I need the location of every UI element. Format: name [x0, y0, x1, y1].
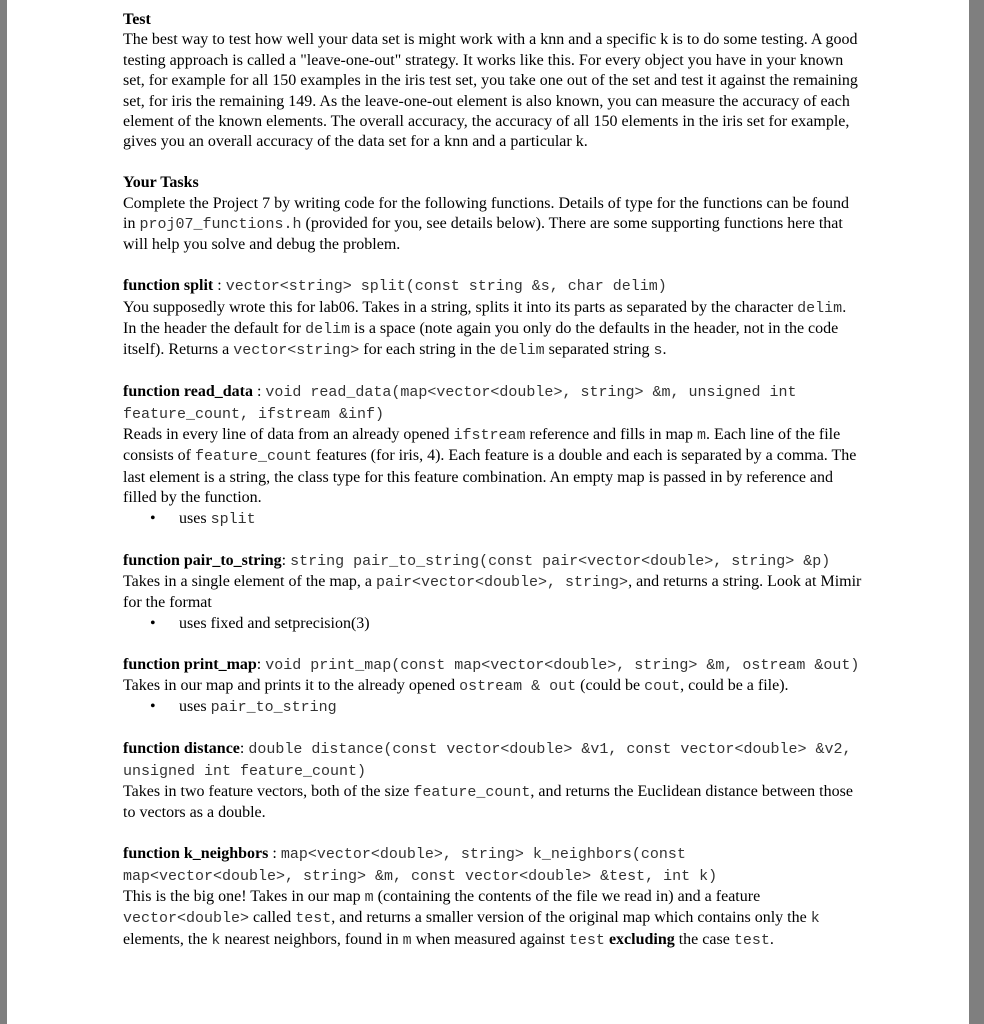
- pair-to-string-bullet: • uses fixed and setprecision(3): [123, 614, 863, 634]
- k-neighbors-signature: function k_neighbors : map<vector<double>, string> k_neighbors(const map<vector<double>, string> &m, const vector<double> &test, int k): [123, 845, 718, 885]
- distance-signature: function distance: double distance(const vector<double> &v1, const vector<double> &v2, unsigned int feature_count): [123, 740, 852, 780]
- print-map-description: Takes in our map and prints it to the already opened ostream & out (could be cout, could be a file).: [123, 676, 789, 695]
- tasks-heading: Your Tasks: [123, 174, 199, 192]
- split-label: function split: [123, 277, 214, 295]
- document-content: [123, 10, 863, 951]
- pair-to-string-description: Takes in a single element of the map, a pair<vector<double>, string>, and returns a string. Look at Mimir for the format: [123, 572, 862, 612]
- split-signature: function split : vector<string> split(const string &s, char delim): [123, 277, 667, 296]
- pair-to-string-label: function pair_to_string: [123, 551, 282, 569]
- k-neighbors-label: function k_neighbors: [123, 845, 269, 863]
- read-data-bullets: [123, 509, 863, 530]
- distance-label: function distance: [123, 740, 240, 758]
- read-data-description: Reads in every line of data from an already opened ifstream reference and fills in map m. Each line of the file consists of feature_count features (for iris, 4). Each feature is a double and each is separated by a comma. The last element is a string, the class type for this feature combination. An empty map is passed in by reference and filled by the function.: [123, 426, 857, 507]
- distance-description: Takes in two feature vectors, both of the size feature_count, and returns the Euclidean distance between those to vectors as a double.: [123, 782, 853, 822]
- read-data-label: function read_data: [123, 383, 253, 401]
- print-map-bullets: [123, 697, 863, 718]
- k-neighbors-description: This is the big one! Takes in our map m (containing the contents of the file we read in) and a feature vector<double> called test, and returns a smaller version of the original map which contains only the k elements, the k nearest neighbors, found in m when measured against test excluding the case test.: [123, 887, 820, 949]
- tasks-paragraph: Complete the Project 7 by writing code for the following functions. Details of type for the functions can be found in proj07_functions.h (provided for you, see details below). There are some supporting functions here that will help you solve and debug the problem.: [123, 194, 850, 254]
- split-description: You supposedly wrote this for lab06. Takes in a string, splits it into its parts as separated by the character delim. In the header the default for delim is a space (note again you only do the defaults in the header, not in the code itself). Returns a vector<string> for each string in the delim separated string s.: [123, 298, 847, 360]
- pair-to-string-bullets: [123, 614, 863, 634]
- document-page: [7, 0, 969, 1024]
- read-data-bullet: • uses split: [123, 509, 863, 530]
- read-data-signature: function read_data : void read_data(map<vector<double>, string> &m, unsigned int feature_count, ifstream &inf): [123, 383, 797, 423]
- test-paragraph: The best way to test how well your data set is might work with a knn and a specific k is to do some testing. A good testing approach is called a "leave-one-out" strategy. It works like this. For every object you have in your known set, for example for all 150 examples in the iris test set, you take one out of the set and test it against the remaining set, for iris the remaining 149. As the leave-one-out element is also known, you can measure the accuracy of each element of the known elements. The overall accuracy, the accuracy of all 150 elements in the iris set for example, gives you an overall accuracy of the data set for a knn and a particular k.: [123, 31, 858, 151]
- print-map-label: function print_map: [123, 655, 257, 673]
- test-heading: Test: [123, 11, 151, 28]
- print-map-bullet: • uses pair_to_string: [123, 697, 863, 718]
- pair-to-string-signature: function pair_to_string: string pair_to_string(const pair<vector<double>, string> &p): [123, 551, 831, 570]
- print-map-signature: function print_map: void print_map(const map<vector<double>, string> &m, ostream &out): [123, 655, 860, 674]
- header-filename: proj07_functions.h: [139, 216, 302, 234]
